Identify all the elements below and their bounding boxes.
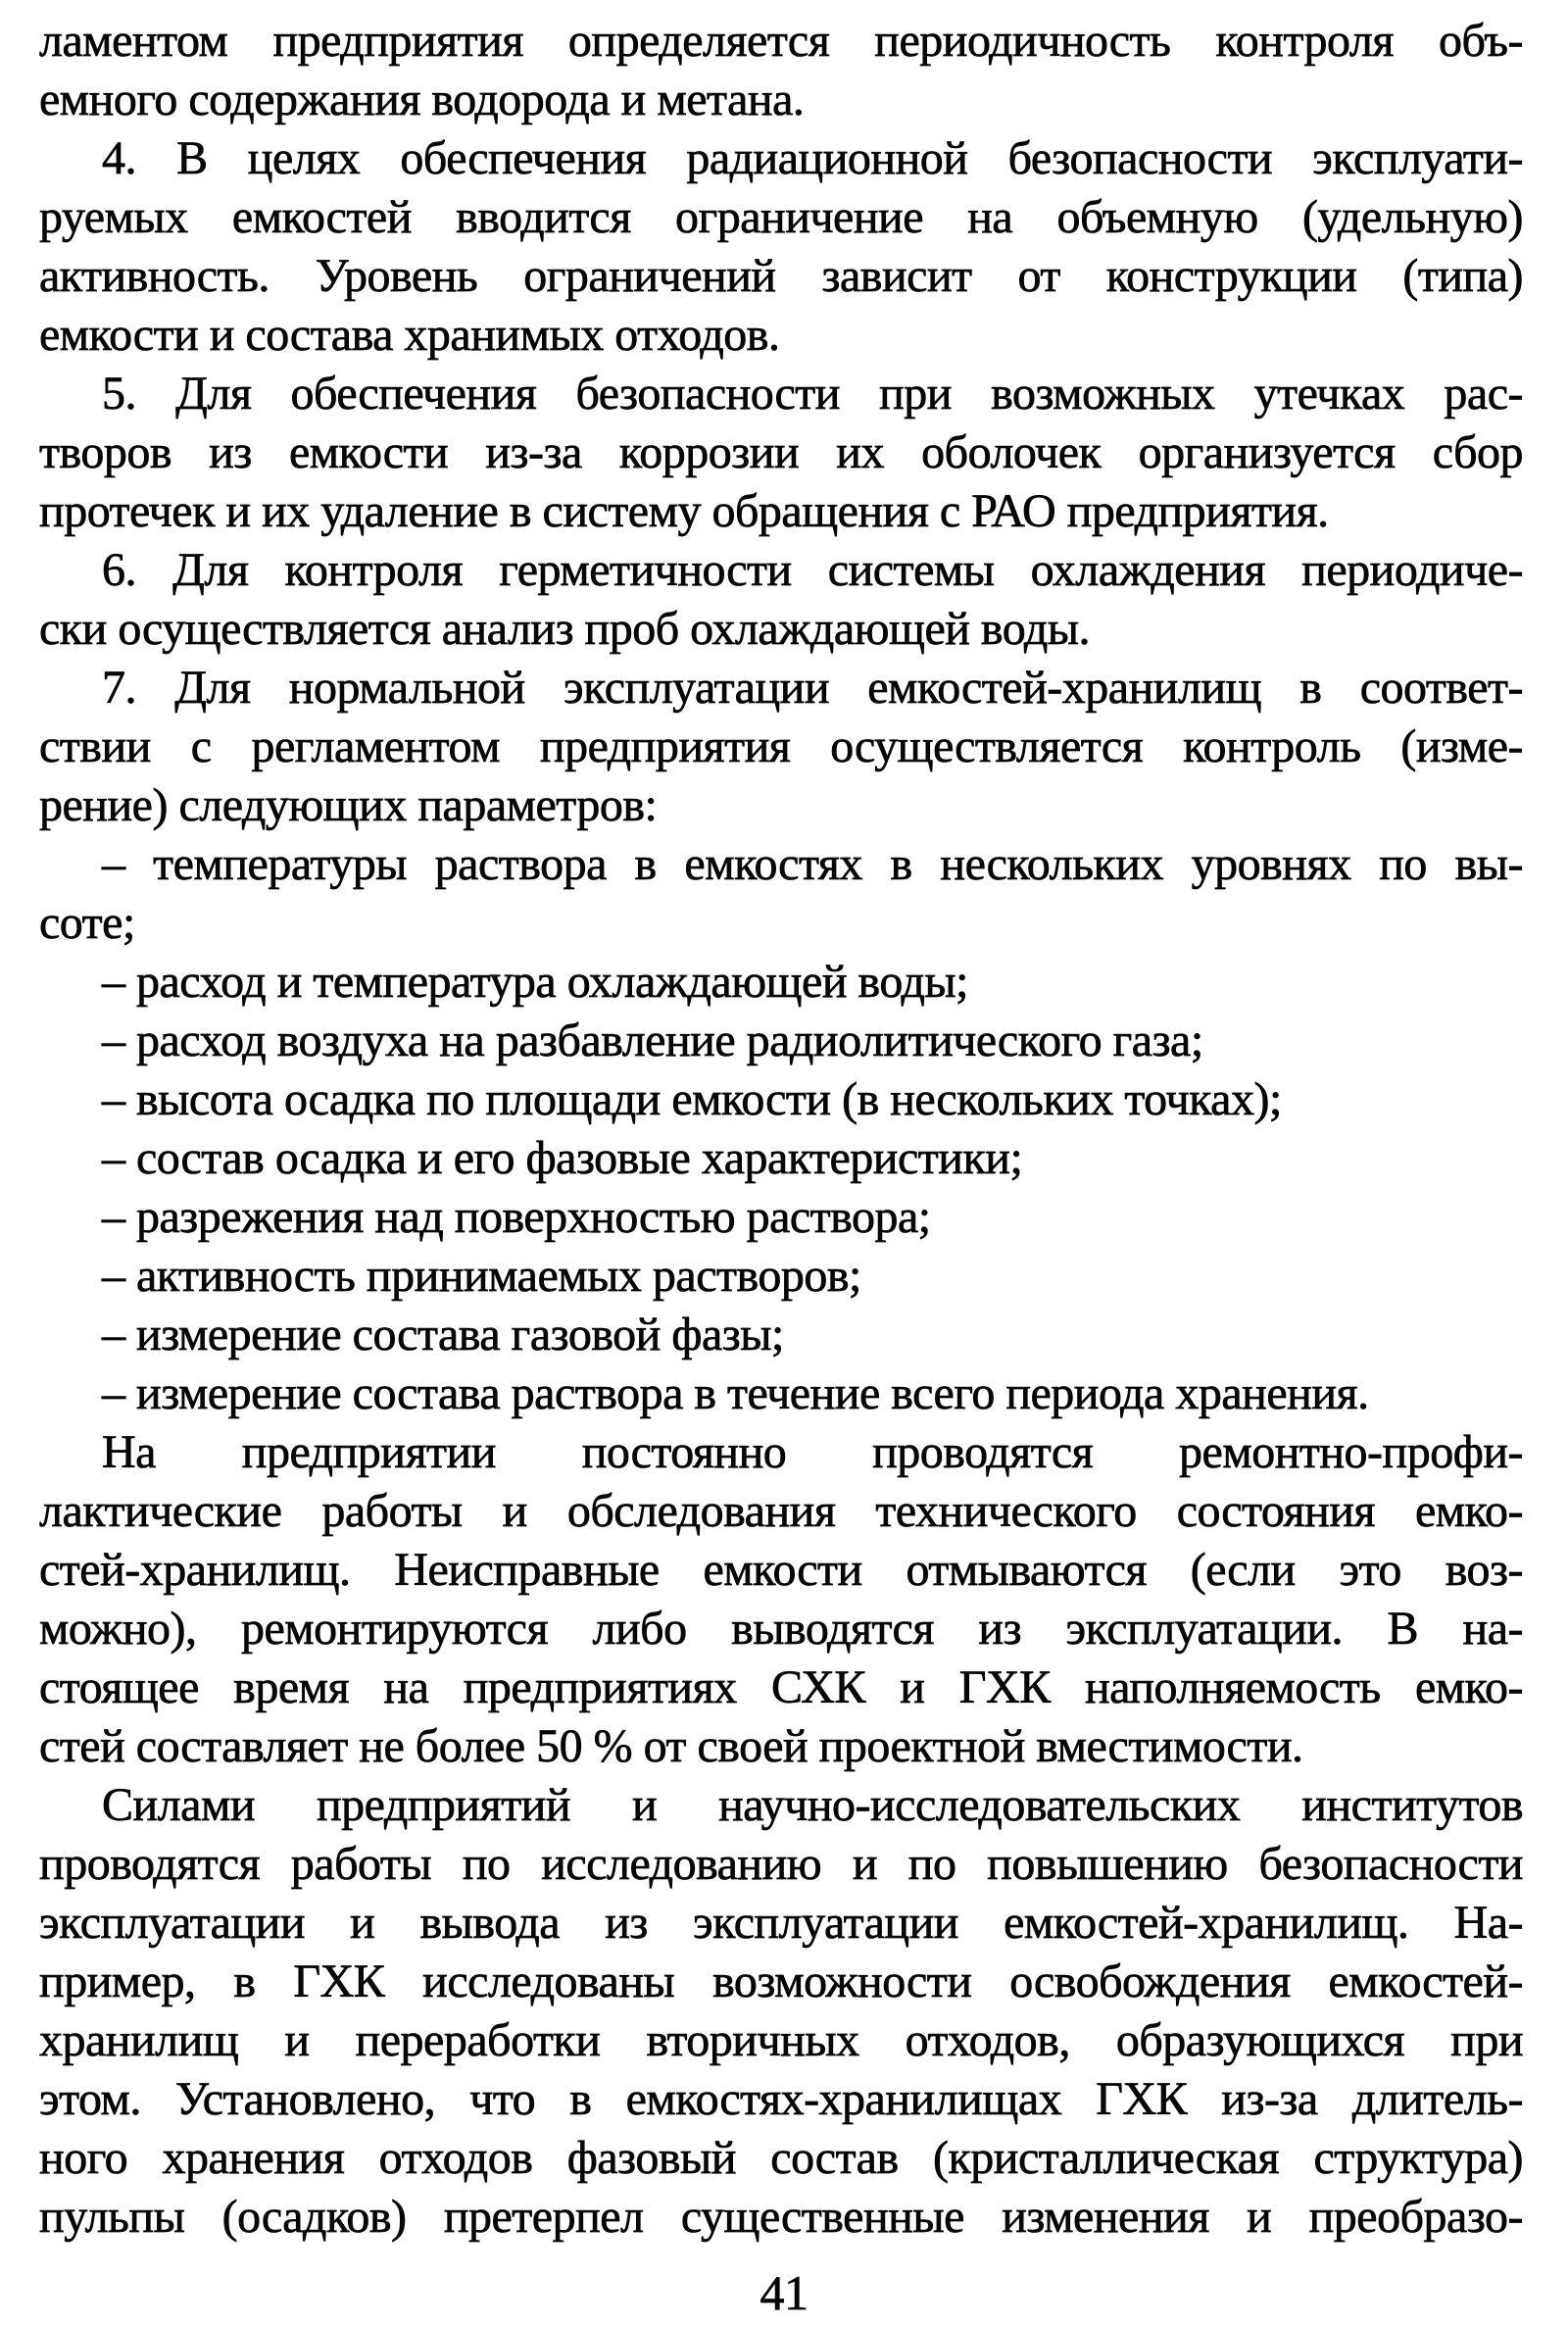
list-item-line: – расход воздуха на разбавление радиолитического газа;	[102, 1015, 1203, 1066]
list-item-line: – измерение состава раствора в течение всего периода хранения.	[102, 1367, 1369, 1419]
page-number: 41	[760, 2265, 808, 2320]
text-line: ламентом предприятия определяется периодичность контроля объ-	[39, 15, 1523, 67]
text-line: пульпы (осадков) претерпел существенные изменения и преобразо-	[39, 2191, 1523, 2243]
text-line: проводятся работы по исследованию и по повышению безопасности	[39, 1838, 1523, 1890]
text-line: эксплуатации и вывода из эксплуатации емкостей-хранилищ. На-	[39, 1897, 1523, 1949]
list-item-line: – состав осадка и его фазовые характеристики;	[102, 1132, 1023, 1184]
text-line: активность. Уровень ограничений зависит от конструкции (типа)	[39, 250, 1523, 302]
text-line: ного хранения отходов фазовый состав (кристаллическая структура)	[39, 2132, 1523, 2184]
text-line: стоящее время на предприятиях СХК и ГХК наполняемость емко-	[39, 1661, 1523, 1713]
text-line: творов из емкости из-за коррозии их оболочек организуется сбор	[39, 426, 1523, 478]
text-line: рение) следующих параметров:	[39, 779, 658, 831]
text-line: Силами предприятий и научно-исследовательских институтов	[102, 1779, 1523, 1831]
text-line: пример, в ГХК исследованы возможности освобождения емкостей-	[39, 1955, 1523, 2007]
list-item-line: – высота осадка по площади емкости (в нескольких точках);	[102, 1073, 1282, 1125]
text-line: хранилищ и переработки вторичных отходов, образующихся при	[39, 2014, 1523, 2066]
text-line: емного содержания водорода и метана.	[39, 74, 805, 125]
text-line: 4. В целях обеспечения радиационной безопасности эксплуати-	[102, 132, 1523, 184]
list-item-line: – измерение состава газовой фазы;	[102, 1309, 784, 1361]
text-line: емкости и состава хранимых отходов.	[39, 309, 780, 361]
text-line: соте;	[39, 897, 135, 949]
text-line: 5. Для обеспечения безопасности при возможных утечках рас-	[102, 368, 1523, 420]
text-line: этом. Установлено, что в емкостях-хранилищах ГХК из-за длитель-	[39, 2073, 1523, 2125]
text-line: 6. Для контроля герметичности системы охлаждения периодиче-	[102, 544, 1523, 596]
text-line: руемых емкостей вводится ограничение на объемную (удельную)	[39, 191, 1523, 243]
text-line: стей-хранилищ. Неисправные емкости отмываются (если это воз-	[39, 1544, 1523, 1596]
text-line: На предприятии постоянно проводятся ремонтно-профи-	[102, 1426, 1523, 1478]
page-text-block	[39, 12, 1523, 2247]
text-line: ствии с регламентом предприятия осуществляется контроль (изме-	[39, 720, 1523, 772]
text-line: протечек и их удаление в систему обращения с РАО предприятия.	[39, 485, 1329, 537]
list-item-line: – активность принимаемых растворов;	[102, 1250, 861, 1302]
text-line: можно), ремонтируются либо выводятся из эксплуатации. В на-	[39, 1603, 1523, 1655]
text-line: ски осуществляется анализ проб охлаждающей воды.	[39, 603, 1091, 655]
list-item-line: – разрежения над поверхностью раствора;	[102, 1191, 931, 1243]
text-line: 7. Для нормальной эксплуатации емкостей-хранилищ в соответ-	[102, 662, 1523, 714]
list-item-line: – температуры раствора в емкостях в нескольких уровнях по вы-	[102, 838, 1523, 890]
list-item-line: – расход и температура охлаждающей воды;	[102, 956, 968, 1008]
text-line: лактические работы и обследования технического состояния емко-	[39, 1485, 1523, 1537]
text-line: стей составляет не более 50 % от своей проектной вместимости.	[39, 1720, 1303, 1772]
